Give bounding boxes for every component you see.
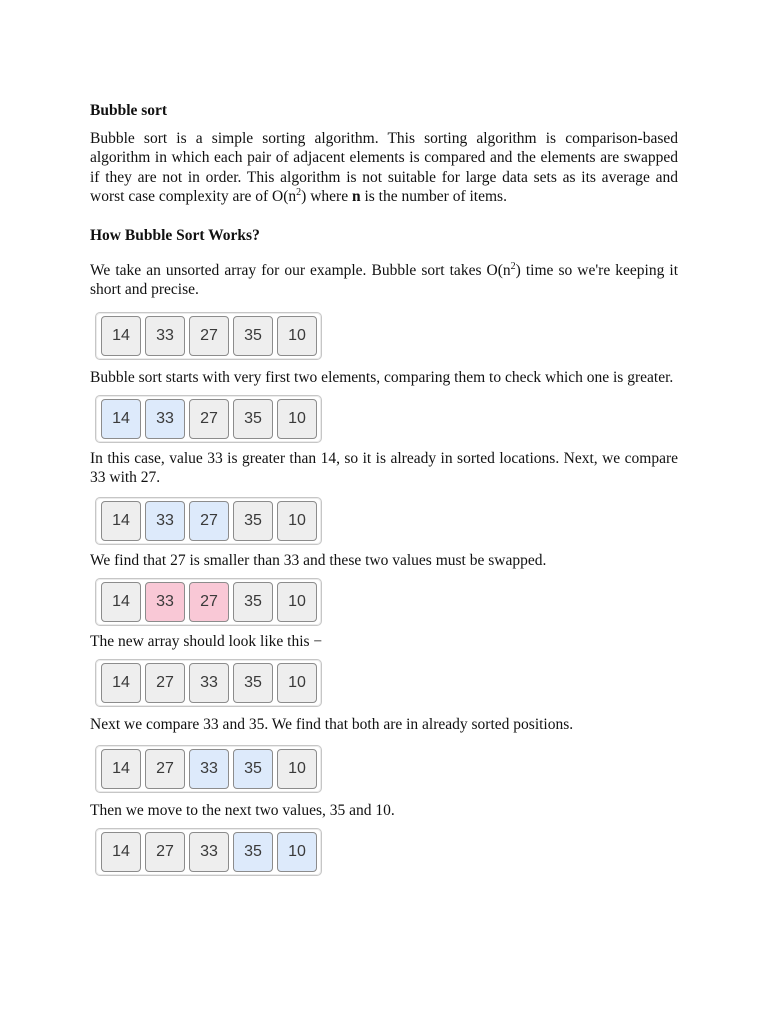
array-cell: 10: [277, 582, 317, 622]
array-figure: [95, 578, 678, 628]
array-cell: 14: [101, 832, 141, 872]
array-frame: [95, 828, 322, 876]
step-caption: We find that 27 is smaller than 33 and these two values must be swapped.: [90, 551, 547, 569]
step-caption: The new array should look like this −: [90, 632, 323, 650]
array-frame: [95, 497, 322, 545]
array-cell: 33: [189, 749, 229, 789]
array-cell: 33: [145, 582, 185, 622]
array-figure: [95, 745, 678, 795]
array-cell: 33: [145, 501, 185, 541]
example-text-1: We take an unsorted array for our example. Bubble sort takes O(n: [90, 262, 511, 280]
array-frame: [95, 312, 322, 360]
array-cell: 10: [277, 501, 317, 541]
array-cell: 35: [233, 501, 273, 541]
intro-paragraph: [90, 129, 678, 206]
array-cell: 27: [145, 832, 185, 872]
page-title: Bubble sort: [90, 102, 168, 119]
array-figure: [95, 395, 678, 445]
step-caption: Next we compare 33 and 35. We find that both are in already sorted positions.: [90, 716, 574, 734]
array-figure: [95, 312, 678, 362]
array-cell: 35: [233, 582, 273, 622]
array-figure: [95, 659, 678, 709]
array-cell: 10: [277, 832, 317, 872]
array-cell: 33: [145, 399, 185, 439]
array-cell: 14: [101, 663, 141, 703]
array-cell: 27: [145, 749, 185, 789]
intro-bold-n: n: [351, 187, 361, 205]
array-frame: [95, 745, 322, 793]
section-heading: How Bubble Sort Works?: [90, 227, 260, 245]
array-cell: 35: [233, 749, 273, 789]
array-frame: [95, 395, 322, 443]
array-cell: 33: [189, 832, 229, 872]
array-cell: 35: [233, 663, 273, 703]
example-superscript: 2: [510, 261, 516, 273]
array-cell: 35: [233, 316, 273, 356]
array-cell: 33: [189, 663, 229, 703]
array-frame: [95, 578, 322, 626]
array-cell: 35: [233, 832, 273, 872]
array-cell: 14: [101, 316, 141, 356]
array-cell: 14: [101, 399, 141, 439]
array-cell: 35: [233, 399, 273, 439]
array-cell: 27: [189, 582, 229, 622]
array-cell: 10: [277, 316, 317, 356]
intro-text-3: is the number of items.: [360, 187, 507, 205]
step-caption: In this case, value 33 is greater than 14, so it is already in sorted locations. Next, we compare 33 with 27.: [90, 450, 678, 487]
steps-container: [90, 312, 678, 878]
array-figure: [95, 828, 678, 878]
array-cell: 27: [189, 316, 229, 356]
array-cell: 27: [189, 501, 229, 541]
array-cell: 10: [277, 399, 317, 439]
intro-superscript: 2: [296, 186, 302, 198]
array-figure: [95, 497, 678, 547]
array-cell: 27: [145, 663, 185, 703]
intro-text-1: Bubble sort is a simple sorting algorithm. This sorting algorithm is comparison-based algorithm in which each pair of adjacent elements is compared and the elements are swapped if they are not in order. This algorithm is not suitable for large data sets as its average and worst case complexity are of O(n: [90, 130, 678, 205]
array-cell: 27: [189, 399, 229, 439]
array-cell: 33: [145, 316, 185, 356]
array-cell: 10: [277, 663, 317, 703]
example-paragraph: [90, 261, 678, 300]
array-cell: 10: [277, 749, 317, 789]
array-cell: 14: [101, 501, 141, 541]
array-cell: 14: [101, 582, 141, 622]
example-text-2: ) time so we're keeping it short and precise.: [90, 262, 679, 299]
step-caption: Then we move to the next two values, 35 and 10.: [90, 801, 395, 819]
document-page: [90, 100, 678, 878]
array-frame: [95, 659, 322, 707]
array-cell: 14: [101, 749, 141, 789]
intro-text-2: ) where: [301, 187, 352, 205]
step-caption: Bubble sort starts with very first two elements, comparing them to check which one is greater.: [90, 368, 674, 386]
